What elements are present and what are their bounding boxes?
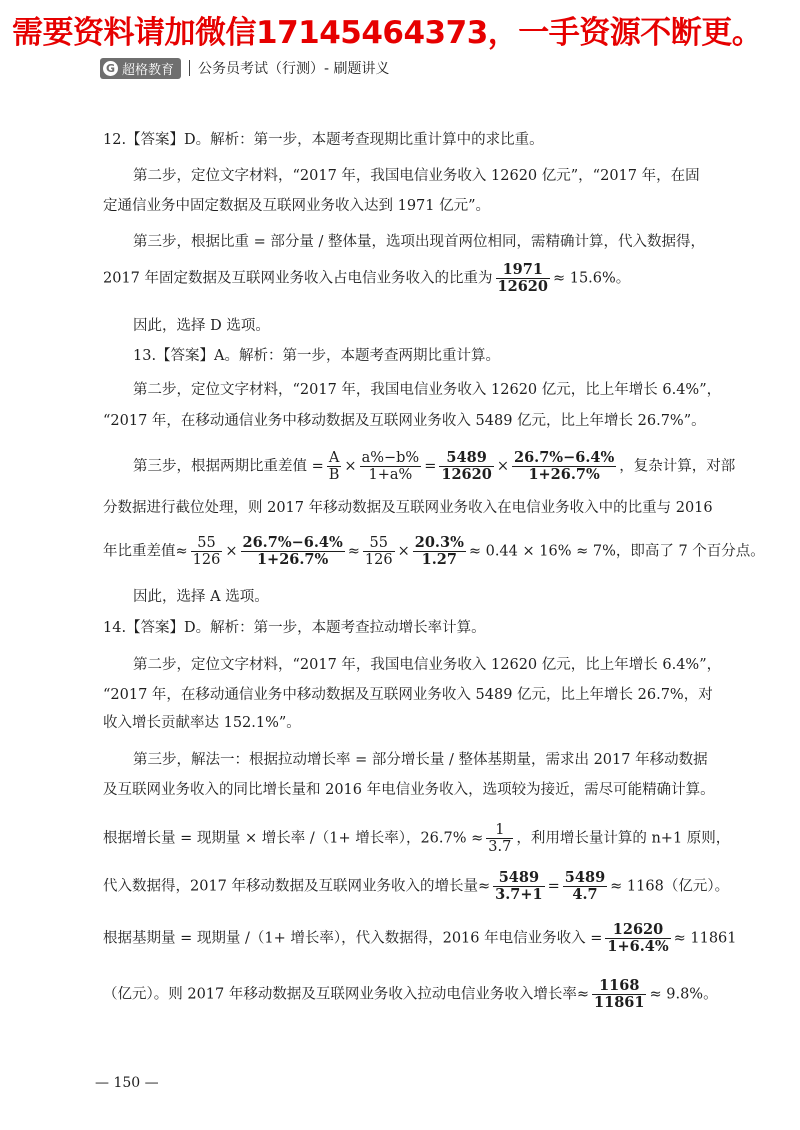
q13-frac-ab: $\frac{A}{B}$ (328, 450, 340, 483)
q14-frac-increase1: $\frac{5489}{3.7+1}$ (495, 869, 543, 903)
q12-result: ≈ 15.6%。 (552, 270, 631, 287)
q12-formula-text: 2017 年固定数据及互联网业务收入占电信业务收入的比重为 (103, 270, 493, 287)
q12-step3: 第三步，根据比重 = 部分量 / 整体量，选项出现首两位相同，需精确计算，代入数据得， (133, 234, 705, 250)
q13-frac-rate: $\frac{a\%-b\%}{1+a\%}$ (361, 450, 420, 483)
q14-step2-cont2: 收入增长贡献率达 152.1%”。 (103, 715, 301, 731)
q12-formula-line (103, 262, 630, 295)
q14-frac-pull: $\frac{1168}{11861}$ (594, 977, 645, 1011)
q14-increase-calc: 代入数据得，2017 年移动数据及互联网业务收入的增长量≈ $\frac{5489}{3.7+1}$ = $\frac{5489}{4.7}$ ≈ 1168（亿元）。 (103, 869, 730, 903)
q14-base-calc: 根据基期量 = 现期量 /（1+ 增长率），代入数据得，2016 年电信业务收入 = $\frac{12620}{1+6.4\%}$ ≈ 11861 (103, 921, 737, 955)
q14-frac-base: $\frac{12620}{1+6.4\%}$ (607, 921, 669, 955)
q12-step2-cont: 定通信业务中固定数据及互联网业务收入达到 1971 亿元”。 (103, 198, 491, 214)
q14-step3-cont: 及互联网业务收入的同比增长量和 2016 年电信业务收入，选项较为接近，需尽可能精确计算。 (103, 782, 715, 798)
q14-increase-formula: 根据增长量 = 现期量 × 增长率 /（1+ 增长率），26.7% ≈ $\frac{1}{3.7}$ ，利用增长量计算的 n+1 原则， (103, 822, 731, 855)
q12-answer: 12.【答案】D。解析：第一步，本题考查现期比重计算中的求比重。 (103, 132, 544, 148)
q12-step2: 第二步，定位文字材料，“2017 年，我国电信业务收入 12620 亿元”，“2017 年，在固 (133, 168, 700, 184)
q13-frac-growth: $\frac{26.7\%-6.4\%}{1+26.7\%}$ (513, 449, 615, 483)
page-header (100, 56, 390, 80)
q13-step2-cont: “2017 年，在移动通信业务中移动数据及互联网业务收入 5489 亿元，比上年增长 26.7%”。 (103, 413, 706, 429)
q14-pull-rate: （亿元）。则 2017 年移动数据及互联网业务收入拉动电信业务收入增长率≈ $\frac{1168}{11861}$ ≈ 9.8%。 (103, 977, 718, 1011)
q14-step3: 第三步，解法一：根据拉动增长率 = 部分增长量 / 整体基期量，需求出 2017 年移动数据 (133, 752, 708, 768)
q13-frac-approx3: $\frac{55}{126}$ (364, 535, 393, 568)
q13-frac-values: $\frac{5489}{12620}$ (441, 449, 492, 483)
brand-logo (100, 58, 181, 79)
q13-frac-approx1: $\frac{55}{126}$ (192, 535, 221, 568)
q14-frac-one-over: $\frac{1}{3.7}$ (488, 822, 512, 855)
q13-conclusion: 因此，选择 A 选项。 (133, 589, 269, 605)
q14-frac-increase2: $\frac{5489}{4.7}$ (564, 869, 606, 903)
page-number: — 150 — (95, 1075, 159, 1091)
q14-answer: 14.【答案】D。解析：第一步，本题考查拉动增长率计算。 (103, 620, 486, 636)
q14-step2: 第二步，定位文字材料，“2017 年，我国电信业务收入 12620 亿元，比上年增长 6.4%”， (133, 657, 722, 673)
q13-frac-approx4: $\frac{20.3\%}{1.27}$ (414, 534, 464, 568)
q13-estimate-line: 年比重差值≈ $\frac{55}{126}$ × $\frac{26.7\%-6.4\%}{1+26.7\%}$ ≈ $\frac{55}{126}$ × $\frac{20.3\%}{1.27}$ ≈ 0.44 × 16% ≈ 7%，即高了 7 个百分点。 (103, 534, 765, 568)
header-divider (189, 60, 190, 76)
q14-step2-cont: “2017 年，在移动通信业务中移动数据及互联网业务收入 5489 亿元，比上年增长 26.7%，对 (103, 687, 713, 703)
q13-answer: 13.【答案】A。解析：第一步，本题考查两期比重计算。 (133, 348, 501, 364)
q13-step2: 第二步，定位文字材料，“2017 年，我国电信业务收入 12620 亿元，比上年增长 6.4%”， (133, 382, 722, 398)
q13-frac-approx2: $\frac{26.7\%-6.4\%}{1+26.7\%}$ (242, 534, 343, 568)
q12-conclusion: 因此，选择 D 选项。 (133, 318, 270, 334)
promo-banner: 需要资料请加微信17145464373，一手资源不断更。 (12, 15, 763, 51)
header-title: 公务员考试（行测）- 刷题讲义 (198, 61, 390, 77)
q13-step3-cont: 分数据进行截位处理，则 2017 年移动数据及互联网业务收入在电信业务收入中的比重与 2016 (103, 500, 713, 516)
q13-step3-formula: 第三步，根据两期比重差值 = $\frac{A}{B}$ × $\frac{a\%-b\%}{1+a\%}$ = $\frac{5489}{12620}$ × $\frac{26.7\%-6.4\%}{1+26.7\%}$ ，复杂计算，对部 (133, 449, 736, 483)
logo-text: 超格教育 (122, 62, 175, 78)
logo-g-icon: G (103, 61, 118, 76)
q12-fraction: $\frac{1971}{12620}$ (497, 261, 548, 295)
